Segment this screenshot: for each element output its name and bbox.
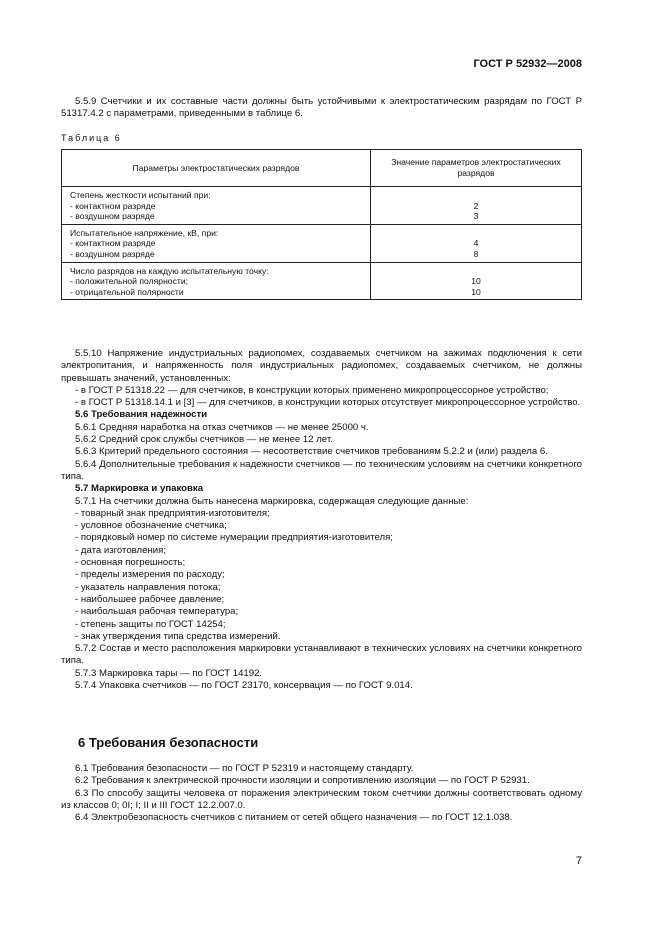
paragraph-5-7-4: 5.7.4 Упаковка счетчиков — по ГОСТ 23170, консервация — по ГОСТ 9.014. — [75, 680, 413, 692]
table-caption: Таблица 6 — [61, 133, 122, 143]
page-number: 7 — [575, 855, 582, 867]
table-header-row — [62, 150, 582, 187]
marking-list-item: - наибольшее рабочее давление; — [75, 593, 225, 605]
intro-block — [61, 96, 582, 121]
table-row-value: 4 — [473, 238, 479, 249]
table-group-values — [371, 187, 582, 225]
table-group-params — [62, 224, 371, 262]
marking-list-item: - пределы измерения по расходу; — [75, 569, 225, 581]
table-row-value: 2 — [473, 200, 479, 211]
paragraph-5-5-9: 5.5.9 Счетчики и их составные части должны быть устойчивыми к электростатическим разрядам по ГОСТ Р 51317.4.2 с параметрами, приведенными в таблице 6. — [61, 96, 582, 120]
marking-list-item: - знак утверждения типа средства измерений. — [75, 630, 281, 642]
subsection-5-6-title: 5.6 Требования надежности — [75, 409, 208, 421]
paragraph-5-6-2: 5.6.2 Средний срок службы счетчиков — не менее 12 лет. — [75, 434, 333, 446]
paragraph-5-6-4: 5.6.4 Дополнительные требования к надежности счетчиков — по техническим условиям на счетчики конкретного типа. — [61, 458, 582, 482]
table-row-label: - воздушном разряде — [70, 211, 155, 222]
paragraph-5-5-10: 5.5.10 Напряжение индустриальных радиопомех, создаваемых счетчиком на зажимах подключения к сети электропитания, и напряженность поля индустриальных радиопомех, создаваемых счетчиком, не должны превышать значений, установленных: — [61, 348, 582, 384]
table-col2-header: Значение параметров электростатических разрядов — [371, 150, 582, 187]
paragraph-5-7-1: 5.7.1 На счетчики должна быть нанесена маркировка, содержащая следующие данные: — [75, 495, 469, 507]
paragraph-5-7-2: 5.7.2 Состав и место расположения маркировки устанавливают в технических условиях на счетчики конкретного типа. — [61, 643, 582, 667]
table-group-title: Степень жесткости испытаний при: — [70, 190, 211, 200]
table-row-label: - контактном разряде — [70, 200, 156, 211]
marking-list-item: - основная погрешность; — [75, 557, 186, 569]
table-group-title: Испытательное напряжение, кВ, при: — [70, 227, 219, 238]
standard-header: ГОСТ Р 52932—2008 — [473, 58, 582, 70]
paragraph-5-5-10-a: - в ГОСТ Р 51318.22 — для счетчиков, в конструкции которых применено микропроцессорное устройство; — [75, 384, 549, 396]
table-group-row — [62, 224, 582, 262]
marking-list-item: - наибольшая рабочая температура; — [75, 606, 239, 618]
paragraph-6-3: 6.3 По способу защиты человека от поражения электрическим током счетчики должны соответствовать одному из классов 0; 0I; I; II и III ГОСТ 12.2.007.0. — [61, 787, 582, 811]
table-col1-header: Параметры электростатических разрядов — [62, 150, 371, 187]
paragraph-5-6-1: 5.6.1 Средняя наработка на отказ счетчиков — не менее 25000 ч. — [75, 421, 369, 433]
paragraph-6-1: 6.1 Требования безопасности — по ГОСТ Р 52319 и настоящему стандарту. — [75, 763, 414, 774]
table-group-title: Число разрядов на каждую испытательную точку: — [70, 265, 269, 276]
paragraph-5-5-10-b: - в ГОСТ Р 51318.14.1 и [3] — для счетчиков, в конструкции которых отсутствует микропроцессорное устройство. — [75, 397, 581, 409]
marking-list-item: - указатель направления потока; — [75, 581, 221, 593]
paragraph-6-2: 6.2 Требования к электрической прочности изоляции и сопротивлению изоляции — по ГОСТ Р 52931. — [75, 775, 530, 787]
table-group-values — [371, 224, 582, 262]
table-row-value: 10 — [471, 276, 481, 287]
table-row-label: - положительной полярности; — [70, 276, 189, 287]
section-6-block — [61, 763, 582, 824]
table-group-row — [62, 187, 582, 225]
table-6 — [61, 149, 582, 300]
subsection-5-7-title: 5.7 Маркировка и упаковка — [75, 483, 204, 495]
paragraph-5-7-3: 5.7.3 Маркировка тары — по ГОСТ 14192. — [75, 667, 263, 679]
section-6-title: 6 Требования безопасности — [78, 735, 259, 750]
marking-list-item: - товарный знак предприятия-изготовителя; — [75, 507, 270, 519]
table-row-label: - контактном разряде — [70, 238, 156, 249]
table-group-row — [62, 262, 582, 300]
table-row-value: 3 — [473, 211, 479, 222]
table-group-values — [371, 262, 582, 300]
marking-list-item: - порядковый номер по системе нумерации предприятия-изготовителя; — [75, 532, 393, 544]
table-row-value: 10 — [471, 286, 481, 297]
marking-list-item: - дата изготовления; — [75, 544, 166, 556]
marking-list-item: - условное обозначение счетчика; — [75, 520, 227, 532]
body-block — [61, 348, 582, 692]
table-row-label: - отрицательной полярности — [70, 286, 184, 297]
paragraph-5-6-3: 5.6.3 Критерий предельного состояния — несоответствие счетчиков требованиям 5.2.2 и (или) раздела 6. — [75, 446, 548, 458]
marking-list-item: - степень защиты по ГОСТ 14254; — [75, 618, 226, 630]
table-group-params — [62, 262, 371, 300]
table-row-value: 8 — [473, 248, 479, 259]
paragraph-6-4: 6.4 Электробезопасность счетчиков с питанием от сетей общего назначения — по ГОСТ 12.1.038. — [75, 812, 513, 824]
table-row-label: - воздушном разряде — [70, 248, 155, 259]
table-group-params — [62, 187, 371, 225]
